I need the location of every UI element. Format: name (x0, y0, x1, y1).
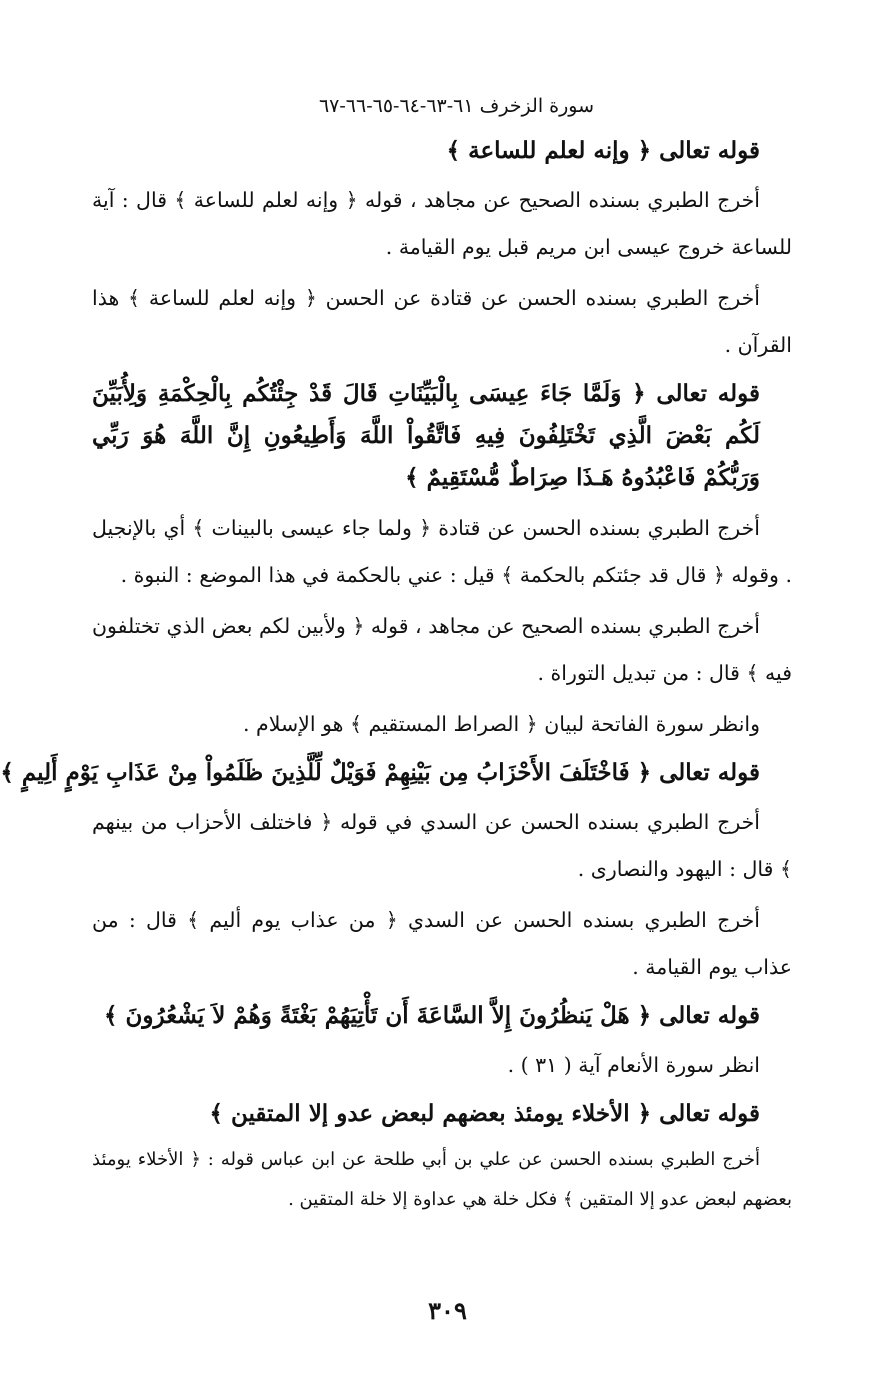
cross-reference-paragraph: انظر سورة الأنعام آية ( ٣١ ) . (507, 1053, 760, 1077)
running-header: سورة الزخرف ٦١-٦٣-٦٤-٦٥-٦٦-٦٧ (318, 95, 594, 117)
commentary-paragraph: أخرج الطبري بسنده الحسن عن قتادة عن الحسن ﴿ وإنه لعلم للساعة ﴾ هذا القرآن . (92, 286, 792, 357)
verse-heading: قوله تعالى ﴿ هَلْ يَنظُرُونَ إِلاَّ السَّاعَةَ أَن تَأْتِيَهُمْ بَغْتَةً وَهُمْ لاَ يَشْعُرُونَ ﴾ (104, 1002, 760, 1029)
page-number: ٣٠٩ (428, 1296, 467, 1325)
commentary-paragraph: أخرج الطبري بسنده الحسن عن السدي في قوله ﴿ فاختلف الأحزاب من بينهم ﴾ قال : اليهود والنصارى . (92, 810, 792, 881)
commentary-paragraph: أخرج الطبري بسنده الحسن عن علي بن أبي طلحة عن ابن عباس قوله : ﴿ الأخلاء يومئذ بعضهم لبعض عدو إلا المتقين ﴾ فكل خلة هي عداوة إلا خلة المتقين . (92, 1149, 792, 1210)
commentary-paragraph: أخرج الطبري بسنده الحسن عن السدي ﴿ من عذاب يوم أليم ﴾ قال : من عذاب يوم القيامة . (92, 908, 792, 979)
page-body (0, 130, 792, 1270)
verse-heading: قوله تعالى ﴿ وَلَمَّا جَاءَ عِيسَى بِالْبَيِّنَاتِ قَالَ قَدْ جِئْتُكُم بِالْحِكْمَةِ وَلِأُبَيِّنَ لَكُم بَعْضَ الَّذِي تَخْتَلِفُونَ فِيهِ فَاتَّقُواْ اللَّهَ وَأَطِيعُونِ إِنَّ اللَّهَ هُوَ رَبِّي وَرَبُّكُمْ فَاعْبُدُوهُ هَـذَا صِرَاطٌ مُّسْتَقِيمٌ ﴾ (92, 380, 760, 491)
commentary-paragraph: أخرج الطبري بسنده الحسن عن قتادة ﴿ ولما جاء عيسى بالبينات ﴾ أي بالإنجيل . وقوله ﴿ قال قد جئتكم بالحكمة ﴾ قيل : عني بالحكمة في هذا الموضع : النبوة . (92, 516, 792, 587)
verse-heading: قوله تعالى ﴿ وإنه لعلم للساعة ﴾ (446, 137, 760, 164)
verse-heading: قوله تعالى ﴿ الأخلاء يومئذ بعضهم لبعض عدو إلا المتقين ﴾ (209, 1100, 760, 1127)
verse-heading: قوله تعالى ﴿ فَاخْتَلَفَ الأَحْزَابُ مِن بَيْنِهِمْ فَوَيْلٌ لِّلَّذِينَ ظَلَمُواْ مِنْ عَذَابِ يَوْمٍ أَلِيمٍ ﴾ (0, 759, 760, 786)
commentary-paragraph: أخرج الطبري بسنده الصحيح عن مجاهد ، قوله ﴿ وإنه لعلم للساعة ﴾ قال : آية للساعة خروج عيسى ابن مريم قبل يوم القيامة . (92, 188, 792, 259)
commentary-paragraph: أخرج الطبري بسنده الصحيح عن مجاهد ، قوله ﴿ ولأبين لكم بعض الذي تختلفون فيه ﴾ قال : من تبديل التوراة . (92, 614, 792, 685)
cross-reference-paragraph: وانظر سورة الفاتحة لبيان ﴿ الصراط المستقيم ﴾ هو الإسلام . (243, 712, 760, 736)
